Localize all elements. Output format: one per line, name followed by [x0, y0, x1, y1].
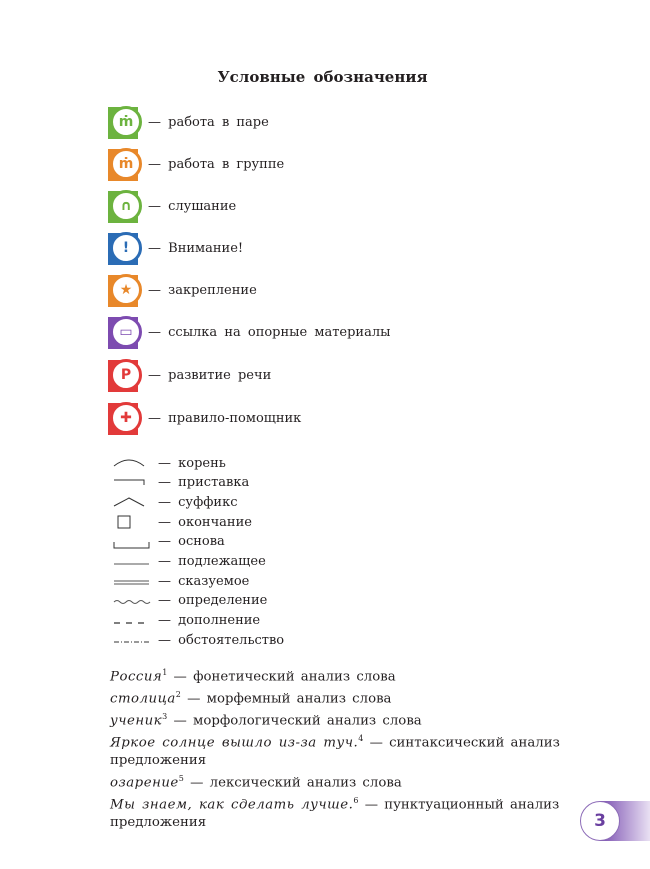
symbol-label: — корень — [158, 455, 226, 471]
symbol-label: — приставка — [158, 475, 250, 491]
object-symbol — [112, 612, 152, 630]
legend-item — [108, 105, 269, 139]
legend-label: — слушание — [148, 198, 237, 214]
legend-label: — Внимание! — [148, 240, 244, 256]
legend-item — [108, 315, 390, 349]
example-line: Мы знаем, как сделать лучше.$^6$ — пунктуационный анализ предложения — [110, 795, 560, 830]
symbol-legend-item — [112, 553, 266, 571]
legend-item — [108, 273, 257, 307]
star-icon: ★ — [108, 273, 142, 307]
speech-bubble-p-icon: P — [108, 358, 142, 392]
symbol-legend-item — [112, 474, 249, 492]
legend-label: — работа в группе — [148, 156, 285, 172]
symbol-legend-item — [112, 493, 238, 511]
legend-label: — ссылка на опорные материалы — [148, 324, 391, 340]
symbol-label: — основа — [158, 534, 225, 550]
legend-item — [108, 401, 301, 435]
legend-item — [108, 358, 271, 392]
suffix-symbol — [112, 493, 152, 511]
symbol-legend-item — [112, 513, 252, 531]
example-line: озарение$^5$ — лексический анализ слова — [110, 773, 402, 791]
example-line: столица$^2$ — морфемный анализ слова — [110, 690, 392, 707]
siren-icon: ✚ — [108, 401, 142, 435]
pair-work-icon: ṁ — [108, 105, 142, 139]
legend-label: — развитие речи — [148, 367, 272, 383]
symbol-legend-item — [112, 592, 267, 610]
symbol-label: — сказуемое — [158, 573, 250, 589]
legend-label: — закрепление — [148, 282, 257, 298]
symbol-label: — дополнение — [158, 613, 261, 629]
adverbial-symbol — [112, 631, 152, 649]
symbol-label: — подлежащее — [158, 554, 266, 569]
symbol-label: — определение — [158, 593, 268, 609]
example-line: Россия$^1$ — фонетический анализ слова — [110, 668, 396, 685]
symbol-legend-item — [112, 572, 249, 590]
attribute-symbol — [112, 592, 152, 610]
prefix-symbol — [112, 474, 152, 492]
headphones-icon: ∩ — [108, 189, 142, 223]
exclamation-icon: ! — [108, 231, 142, 265]
legend-item — [108, 231, 243, 265]
legend-item — [108, 189, 236, 223]
symbol-label: — обстоятельство — [158, 632, 285, 648]
examples-list — [110, 664, 588, 831]
root-symbol — [112, 454, 152, 472]
group-work-icon: ṁ — [108, 147, 142, 181]
symbol-legend-item — [112, 612, 260, 630]
symbol-label: — суффикс — [158, 494, 238, 510]
legend-label: — правило-помощник — [148, 410, 302, 426]
symbol-legend-item — [112, 454, 226, 472]
symbol-legend-item — [112, 631, 284, 649]
page-title: Условные обозначения — [217, 68, 428, 86]
page-number: 3 — [580, 801, 620, 841]
symbol-label: — окончание — [158, 514, 252, 530]
monitor-icon: ▭ — [108, 315, 142, 349]
example-line: ученик$^3$ — морфологический анализ слова — [110, 712, 422, 729]
stem-symbol — [112, 533, 152, 551]
example-line: Яркое солнце вышло из-за туч.$^4$ — синтаксический анализ предложения — [110, 734, 560, 769]
legend-label: — работа в паре — [148, 114, 269, 130]
legend-item — [108, 147, 284, 181]
symbol-legend-item — [112, 533, 225, 551]
ending-symbol — [112, 513, 152, 531]
subject-symbol — [112, 553, 152, 571]
predicate-symbol — [112, 572, 152, 590]
